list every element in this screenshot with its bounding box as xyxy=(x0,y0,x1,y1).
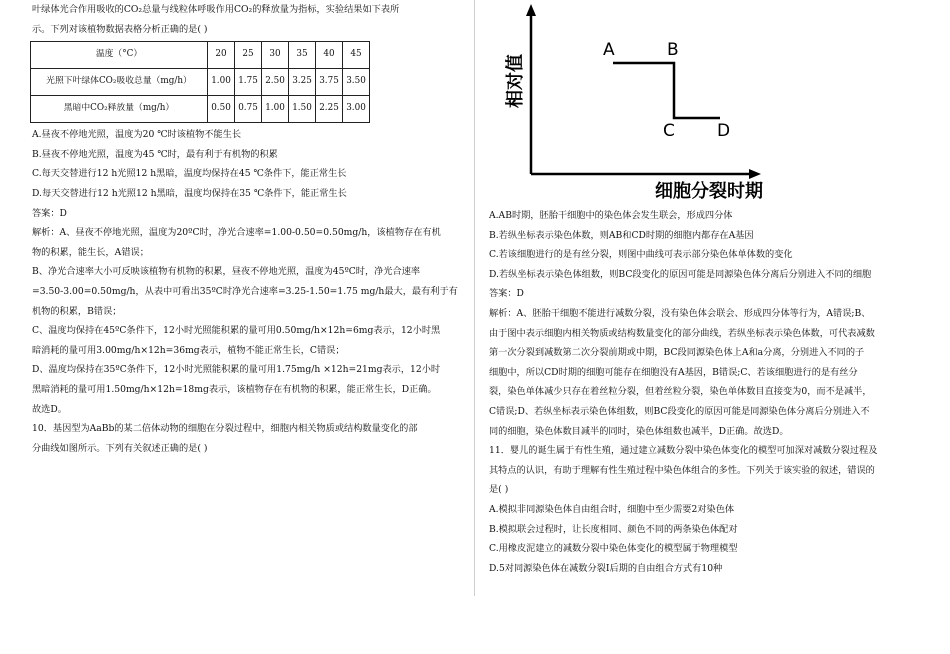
option-a: A.AB时期，胚胎干细胞中的染色体会发生联会，形成四分体 xyxy=(489,210,733,221)
option-d: D.若纵坐标表示染色体组数，则BC段变化的原因可能是同源染色体分离后分别进入不同的细胞 xyxy=(489,268,872,280)
y-axis-label: 相对值 xyxy=(505,54,526,108)
explanation-line: 黑暗消耗的量可用1.50mg/h×12h=18mg表示，该植物存在有机物的积累，能正常生长，D正确。 xyxy=(32,383,437,395)
x-axis-arrow xyxy=(749,169,761,179)
option-b: B.若纵坐标表示染色体数，则AB和CD时期的细胞内都存在A基因 xyxy=(489,229,754,241)
x-axis-label: 细胞分裂时期 xyxy=(655,181,763,202)
point-label-a: A xyxy=(603,40,615,60)
table-row-label: 黑暗中CO₂释放量（mg/h） xyxy=(31,96,208,123)
answer: 答案：D xyxy=(489,288,524,300)
explanation-line: B、净光合速率大小可反映该植物有机物的积累，昼夜不停地光照，温度为45ºC时，净光合速率 xyxy=(32,266,421,278)
table-header-cell: 25 xyxy=(235,42,262,69)
option-d: D.每天交替进行12 h光照12 h黑暗，温度均保持在35 ℃条件下，能正常生长 xyxy=(32,187,347,199)
explanation-line: D、温度均保持在35ºC条件下，12小时光照能积累的量可用1.75mg/h ×12h=21mg表示，12小时 xyxy=(32,364,441,376)
question-10-line: 10．基因型为AaBb的某二倍体动物的细胞在分裂过程中，细胞内相关物质或结构数量变化的部 xyxy=(32,423,418,435)
table-cell: 1.00 xyxy=(208,69,235,96)
right-text-body xyxy=(489,206,877,578)
option-a: A.模拟非同源染色体自由组合时，细胞中至少需要2对染色体 xyxy=(489,503,735,515)
table-header-cell: 温度（°C） xyxy=(31,42,208,69)
table-cell: 3.75 xyxy=(316,69,343,96)
option-c: C.每天交替进行12 h光照12 h黑暗，温度均保持在45 ℃条件下，能正常生长 xyxy=(32,168,347,180)
table-cell: 3.50 xyxy=(343,69,370,96)
table-header-cell: 30 xyxy=(262,42,289,69)
table-cell: 1.00 xyxy=(262,96,289,123)
table-cell: 3.25 xyxy=(289,69,316,96)
point-label-b: B xyxy=(667,40,679,60)
table-cell: 1.50 xyxy=(289,96,316,123)
data-table xyxy=(30,41,370,123)
point-label-d: D xyxy=(717,121,731,141)
explanation-line: 第一次分裂到减数第二次分裂前期或中期，BC段同源染色体上A和a分离，分别进入不同的子 xyxy=(489,347,865,359)
question-11-line: 其特点的认识，有助于理解有性生殖过程中染色体组合的多性。下列关于该实验的叙述，错误的 xyxy=(489,464,875,476)
table-cell: 2.25 xyxy=(316,96,343,123)
option-b: B.模拟联会过程时，让长度相同、颜色不同的两条染色体配对 xyxy=(489,523,738,535)
question-intro-line: 叶绿体光合作用吸收的CO₂总量与线粒体呼吸作用CO₂的释放量为指标，实验结果如下表所 xyxy=(32,4,400,15)
question-intro-line: 示。下列对该植物数据表格分析正确的是( ) xyxy=(32,23,208,35)
explanation-line: =3.50-3.00=0.50mg/h，从表中可看出35ºC时净光合速率=3.25-1.50=1.75 mg/h最大，最有利于有 xyxy=(32,285,458,297)
option-a: A.昼夜不停地光照，温度为20 ℃时该植物不能生长 xyxy=(32,129,242,141)
explanation-line: C、温度均保持在45ºC条件下，12小时光照能积累的量可用0.50mg/h×12h=6mg表示，12小时黑 xyxy=(32,325,441,337)
explanation-line: 物的积累，能生长，A错误； xyxy=(32,246,149,258)
table-header-cell: 35 xyxy=(289,42,316,69)
table-row xyxy=(31,96,370,123)
table-cell: 0.50 xyxy=(208,96,235,123)
relative-value-figure xyxy=(489,0,779,206)
explanation-line: 裂，染色单体减少只存在着丝粒分裂，但着丝粒分裂，染色单体数目直接变为0，而不是减半， xyxy=(489,386,872,398)
table-header-cell: 40 xyxy=(316,42,343,69)
explanation-line: C错误;D、若纵坐标表示染色体组数，则BC段变化的原因可能是同源染色体分离后分别进入不 xyxy=(489,405,870,417)
question-10-line: 分曲线如图所示。下列有关叙述正确的是( ) xyxy=(32,442,208,454)
table-row-label: 光照下叶绿体CO₂吸收总量（mg/h） xyxy=(31,69,208,96)
answer: 答案：D xyxy=(32,207,67,219)
table-row xyxy=(31,42,370,69)
explanation-line: 故选D。 xyxy=(32,403,67,415)
question-11-line: 是( ) xyxy=(489,484,509,496)
explanation-line: 细胞中，所以CD时期的细胞可能存在细胞没有A基因，B错误;C、若该细胞进行的是有丝分 xyxy=(489,366,858,378)
table-cell: 1.75 xyxy=(235,69,262,96)
table-cell: 3.00 xyxy=(343,96,370,123)
option-b: B.昼夜不停地光照，温度为45 ℃时，最有利于有机物的积累 xyxy=(32,148,278,160)
explanation-line: 解析：A、昼夜不停地光照，温度为20ºC时，净光合速率=1.00-0.50=0.50mg/h，该植物存在有机 xyxy=(32,227,441,239)
question-11-line: 11．婴儿的诞生属于有性生殖，通过建立减数分裂中染色体变化的模型可加深对减数分裂过程及 xyxy=(489,445,878,457)
y-axis-arrow xyxy=(526,4,536,16)
explanation-line: 机物的积累，B错误； xyxy=(32,305,122,317)
left-column xyxy=(32,0,460,458)
table-header-cell: 45 xyxy=(343,42,370,69)
step-curve xyxy=(613,63,720,118)
option-c: C.若该细胞进行的是有丝分裂，则图中曲线可表示部分染色体单体数的变化 xyxy=(489,249,793,261)
table-cell: 0.75 xyxy=(235,96,262,123)
point-label-c: C xyxy=(663,121,675,141)
explanation-line: 由于图中表示细胞内相关物质或结构数量变化的部分曲线，若纵坐标表示染色体数，可代表减数 xyxy=(489,327,875,339)
table-cell: 2.50 xyxy=(262,69,289,96)
table-header-cell: 20 xyxy=(208,42,235,69)
explanation-line: 暗消耗的量可用3.00mg/h×12h=36mg表示，植物不能正常生长，C错误； xyxy=(32,344,345,356)
option-d: D.5对同源染色体在减数分裂I后期的自由组合方式有10种 xyxy=(489,562,723,574)
explanation-line: 解析：A、胚胎干细胞不能进行减数分裂，没有染色体会联会、形成四分体等行为，A错误;B、 xyxy=(489,307,871,319)
explanation-line: 同的细胞，染色体数目减半的同时，染色体组数也减半，D正确。故选D。 xyxy=(489,425,789,437)
option-c: C.用橡皮泥建立的减数分裂中染色体变化的模型属于物理模型 xyxy=(489,543,738,555)
column-divider xyxy=(474,0,475,596)
table-row xyxy=(31,69,370,96)
